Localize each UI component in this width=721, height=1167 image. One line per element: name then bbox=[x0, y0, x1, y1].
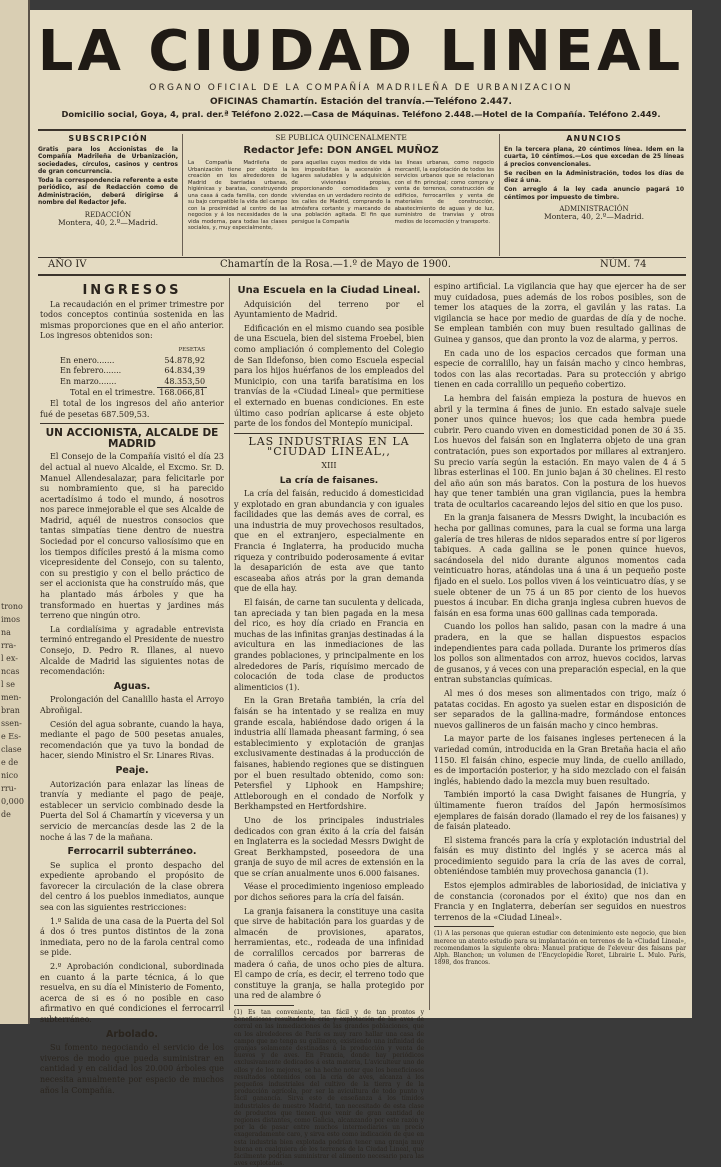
subscription-text2: Toda la correspondencia referente a este periódico, así de Redacción como de Administración, deberá dirigirse á nombre del Redactor Jefe. bbox=[38, 177, 178, 207]
issue-rule-top bbox=[38, 257, 686, 258]
ferrocarril-text2: 1.º Salida de una casa de la Puerta del Sol á dos ó tres puntos distintos de la zona inmediata, pero no de la farola central como se pide. bbox=[40, 916, 224, 958]
column-divider-1 bbox=[229, 278, 230, 1010]
ads-text: En la tercera plana, 20 céntimos línea. Idem en la cuarta, 10 céntimos.—Los que excedan de 25 líneas á precios convencionales. bbox=[504, 146, 684, 168]
col3-text2: En cada uno de los espacios cercados que forman una especie de corralillo, hay un faisán macho y cinco hembras, todos con las alas recortadas. Para su protección y abrigo tienen en cada corralillo un pequeño cobertizo. bbox=[434, 348, 686, 390]
ingresos-table bbox=[58, 345, 207, 399]
table-row: En febrero....... 64.834,39 bbox=[60, 366, 206, 376]
ads-text2: Se reciben en la Administración, todos los días de diez á una. bbox=[504, 169, 684, 185]
faisanes-text6: La granja faisanera la constituye una casita que sirve de habitación para los guardas y de almacén de provisiones, aparatos, herramientas, etc., rodeada de una infinidad de corralillos cercados por barreras de madera ó caña, de unos ocho pies de altura. El campo de cría, es decir, el terreno todo que constituye la granja, se halla protegido por una red de alambre ó bbox=[234, 906, 424, 1001]
ads-box bbox=[504, 135, 684, 221]
left-page-edge bbox=[0, 0, 30, 1024]
escuela-text: Adquisición del terreno por el Ayuntamiento de Madrid. bbox=[234, 299, 424, 320]
issue-year: AÑO IV bbox=[48, 259, 87, 270]
header-divider-left bbox=[182, 134, 183, 256]
issue-number: NÚM. 74 bbox=[600, 259, 647, 270]
ferrocarril-text3: 2.º Aprobación condicional, subordinada en cuanto á la parte técnica, á lo que resuelva, en su día el Ministerio de Fomento, acerca de si es ó no posible en caso afirmativo en qué condiciones el ferrocarril subterráneo. bbox=[40, 962, 224, 1024]
accionista-title: UN ACCIONISTA, ALCALDE DE MADRID bbox=[45, 427, 219, 450]
center-column-1: La Compañía Madrileña de Urbanización tiene por objeto la creación en los alrededores de Madrid de barriadas urbanas, higiénicas y baratas, construyendo una casa á cada familia, con donde su bajo compatible la vida del campo con la proximidad al centro de las negocios y á los necesidades de la vida moderna, para todas las clases sociales, y, muy especialmente, bbox=[188, 160, 288, 231]
ferrocarril-text: Se suplica el pronto despacho del expediente aprobando el propósito de favorecer la circulación de la clase obrera del centro á los pueblos inmediatos, aunque sea con las siguientes restricciones: bbox=[40, 860, 224, 913]
column-2 bbox=[234, 282, 424, 1167]
admin-address: Montera, 40, 2.º—Madrid. bbox=[544, 212, 644, 222]
editor-label: Redactor Jefe: DON ANGEL MUÑOZ bbox=[243, 145, 439, 156]
center-column-2: para aquellas cuyos medios de vida les imposibilitan la ascensión á lugares saludables y la adquisición de viviendas propias, proporcionando comodidades y viviendas en un verdadero recinto de los calles de Madrid, comprando la atmósfera cortante y marcando de una población agitada. El fin que persigue la Compañía bbox=[291, 160, 391, 225]
header-divider-right bbox=[499, 134, 500, 256]
faisanes-text: La cría del faisán, reducido á domesticidad y explotado en gran abundancia y con iguales facilidades que las demás aves de corral, es una industria de muy provechosos resultados, que en el extranjero, especialmente en Francia é Inglaterra, ha producido mucha riqueza y contribuido poderosamente á evitar la desaparición de esta ave que tanto escaseaba años atrás por la gran demanda que de ella hay. bbox=[234, 489, 424, 594]
column-3 bbox=[434, 282, 686, 1010]
faisanes-text2: El faisán, de carne tan suculenta y delicada, tan apreciada y tan bien pagada en la mesa del rico, es hoy día criado en Francia en muchas de las infinitas granjas destinadas á la avicultura en las inmediaciones de las grandes poblaciones, y principalmente en los alrededores de París, riquísimo mercado de colocación de toda clase de productos alimenticios (1). bbox=[234, 598, 424, 692]
masthead-title: LA CIUDAD LINEAL bbox=[37, 19, 685, 84]
col3-text6: Al mes ó dos meses son alimentados con trigo, maíz ó patatas cocidas. En agosto ya suelen estar en disposición de ser separados de la gallina-madre, formándose entonces nuevos gallineros de un faisán macho y cinco hembras. bbox=[434, 688, 686, 730]
subscription-text: Gratis para los Accionistas de la Compañía Madrileña de Urbanización, sociedades, círculos, casinos y centros de gran concurrencia. bbox=[38, 146, 178, 175]
table-row: En enero....... 54.878,92 bbox=[60, 355, 206, 365]
col3-text1: espino artificial. La vigilancia que hay que ejercer ha de ser muy cuidadosa, pues además de los robos posibles, son de temer los ataques de la zorra, el gavilán y las ratas. La vigilancia se hace por medio de guardas de día y de noche. Se emplean también con muy buen resultado gallinas de Guinea y gansos, que dan pronto la voz de alarma, y perros. bbox=[434, 282, 686, 344]
ingresos-outro: El total de los ingresos del año anterior fué de pesetas 687.509,53. bbox=[40, 398, 224, 419]
left-margin-fragments: trono imos na rra- l ex- ncas l se men- bran ssen- e Es- clase e de nico rru- 0,000 de bbox=[1, 602, 24, 819]
issue-rule-bottom bbox=[38, 274, 686, 276]
col3-text5: Cuando los pollos han salido, pasan con la madre á una pradera, en la que se hallan dispuestos espacios independientes para cada pollada. Durante los primeros días los pollos son alimentados con arroz, huevos cocidos, larvas de gusanos, y á veces con una preparación especial, en la que entran substancias químicas. bbox=[434, 622, 686, 685]
column-1 bbox=[40, 282, 224, 1095]
col3-text3: La hembra del faisán empieza la postura de huevos en abril y la termina á fines de junio. En estado salvaje suele poner unos quince huevos; los que cada hembra puede cubrir. Pero cuando viven en domesticidad ponen de 30 á 35. Los huevos del faisán son en Inglaterra objeto de una gran contratación, pues son exportados por millares al extranjero. Su precio varía según la estación. En mayo valen de 4 á 5 libras esterlinas el 100. En junio bajan á 30 chelines. El resto del año aún son más baratos. Con la postura de los huevos hay que tener también una gran vigilancia, pues la hembra trata de ocultarlos cacareando lejos del sitio en que los puso. bbox=[434, 393, 686, 509]
accionista-text: El Consejo de la Compañía visitó el día 23 del actual al nuevo Alcalde, el Excmo. Sr. D. Manuel Allendesalazar, para felicitarle por su nombramiento que, si ha parecido acertadísimo á todo el mundo, á nosotros nos parece inmejorable el que ses Alcalde de Madrid, aquél de nuestros consocios que tantas simpatías tiene dentro de nuestra Sociedad por el concurso valiosísimo que en los tiempos difíciles prestó á la misma como vicepresidente del Consejo, con su talento, con su prestigio y con el bello práctico de ser el accionista que ha construído más, que ha plantado más árboles y que ha transformado en huertas y jardines más terreno que ningún otro. bbox=[40, 452, 224, 621]
arbolado-text: Su fomento negociando el servicio de los viveros de modo que pueda suministrar en cantidad y en calidad los 20.000 árboles que necesita anualmente por espacio de muchos años la Compañía. bbox=[40, 1043, 224, 1095]
col3-text4: En la granja faisanera de Messrs Dwight, la incubación es hecha por gallinas comunes, para la cual se forma una larga galería de tres hileras de nidos separados entre sí por ligeros tabiques. A cada gallina se le ponen quince huevos, sacándosela del nido durante algunos momentos cada veinticuatro horas, atándolas una á una á un pequeño poste fijado en el suelo. Los pollos viven á los veinticuatro días, y se suele obtener de un 75 á un 85 por ciento de los huevos puestos á incubar. En dicha granja inglesa cubren huevos de faisán en esa forma unas 600 gallinas cada temporada. bbox=[434, 513, 686, 618]
peaje-title: Peaje. bbox=[115, 764, 149, 776]
footnote-col2: (1) Es tan conveniente, tan fácil y de tan prontos y beneficiosos resultados la cría y explotación de las aves de corral en las inmediaciones de las grandes poblaciones, que en los alrededores de París es muy raro hallar una casa de campo que no tenga su gallinero, existiendo una infinidad de granjas solamente destinadas á la producción y venta de huevos y de aves. En Francia, donde hay periódicos exclusivamente dedicados á esta materia, L'aviculteur uno de ellos y de los mejores, se ha hecho notar que los beneficiosos resultados obtenidos con la cría de aves, alcanza á los pequeños industriales del cultivo de la tierra y de la producción agrícola, por ser la avicultura de todo punto y fácil ganancia. Sirva esto de enseñanza á los tímidos industriales de nuestro Madrid, tan necesitado de esta clase de productos que tienen que venir de gran cantidad de regiones distantes, como Galicia, alcanzando por este razón y por la de pasar entre muchos intermediarios un precio exageradamente caro, y sirva esto como indicación de que en esta industria bien explotada podrían tener una granja muy buena en cualquiera de los terrenos de la Ciudad Lineal, que fácilmente podrían suministrar el alimento necesario para las aves explotadas. bbox=[234, 1009, 424, 1167]
accionista-text2: La cordialísima y agradable entrevista terminó entregando el Presidente de nuestro Consejo, D. Pedro R. Illanes, al nuevo Alcalde de Madrid las siguientes notas de recomendación: bbox=[40, 624, 224, 677]
ads-heading: ANUNCIOS bbox=[566, 134, 622, 143]
col3-text10: Estos ejemplos admirables de laboriosidad, de iniciativa y de constancia (coronados por el éxito) que nos dan en Francia y en Inglaterra, deberían ser seguidos en nuestros terrenos de la «Ciudad Lineal». bbox=[434, 881, 686, 922]
ferrocarril-title: Ferrocarril subterráneo. bbox=[67, 846, 197, 858]
footnote-col3: (1) A las personas que quieran estudiar con detenimiento este negocio, que bien merece un atento estudio para su implantación en terrenos de la «Ciudad Lineal», recomendamos la siguiente obra: Manuel pratique de l'eleveur des faisans par Alph. Blanchon; un volumen de l'Encyclopédie Roret, Librairie L. Mulo. París, 1898, dos francos. bbox=[434, 930, 686, 967]
faisanes-title: La cría de faisanes. bbox=[279, 475, 379, 486]
subscription-heading: SUBSCRIPCIÓN bbox=[68, 134, 148, 143]
center-column-3: las líneas urbanas, como negocio mercantil, la explotación de todos los servicios urbanos que se relacionan con el fin principal; como compra y venta de terrenos, construcción de edificios, ferrocarriles y venta de materiales de construcción, abastecimiento de aguas y de luz, suministro de tranvías y otros medios de locomoción y transporte. bbox=[394, 160, 494, 225]
faisanes-text3: En la Gran Bretaña también, la cría del faisán se ha intentado y se realiza en muy grande escala, habiéndose dado origen á la industria allí llamada pheasant farming, ó sea establecimiento y explotación de granjas exclusivamente destinadas á la producción de faisanes, habiendo regiones que se distinguen por el buen resultado obtenido, como son: Petersfiel y Liphook en Hampshire; Attleborough en el condado de Norfolk y Berkhampsted en Hertfordshire. bbox=[234, 696, 424, 812]
aguas-text2: Cesión del agua sobrante, cuando la haya, mediante el pago de 500 pesetas anuales, recomendación que ya tuvo la bondad de hacer, siendo Ministro el Sr. Linares Rivas. bbox=[40, 719, 224, 761]
aguas-text: Prolongación del Canalillo hasta el Arroyo Abroñigal. bbox=[40, 695, 224, 715]
table-total-row: Total en el trimestre. 168.066,81 bbox=[70, 388, 206, 398]
ads-text3: Con arreglo á la ley cada anuncio pagará 10 céntimos por impuesto de timbre. bbox=[504, 186, 684, 201]
frequency-label: SE PUBLICA QUINCENALMENTE bbox=[275, 133, 407, 142]
faisanes-text4: Uno de los principales industriales dedicados con gran éxito á la cría del faisán en Inglaterra es la sociedad Messrs Dwight de Great Berkhampsted, poseedora de una granja de suyo de mil acres de extensión en la que se crían anualmente unos 6.000 faisanes. bbox=[234, 815, 424, 878]
ingresos-title: INGRESOS bbox=[82, 283, 182, 298]
escuela-text2: Edificación en el mismo cuando sea posible de una Escuela, bien del sistema Froebel, bien como ampliación ó complemento del Colegio de San Ildefonso, bien como Escuela especial para los hijos huérfanos de los empleados del Municipio, con una tarifa baratísima en los tranvías de la «Ciudad Lineal» que permitiese el externado en buenas condiciones. En este último caso podrían aplicarse á este objeto parte de los fondos del Montepío municipal. bbox=[234, 323, 424, 429]
col3-text9: El sistema francés para la cría y explotación industrial del faisán es muy distinto del inglés y se acerca más al procedimiento seguido para la cría de las aves de corral, obteniéndose también muy provechosa ganancia (1). bbox=[434, 835, 686, 877]
industrias-number: XIII bbox=[321, 460, 337, 470]
offices-line: OFICINAS Chamartín. Estación del tranvía.—Teléfono 2.447. bbox=[210, 97, 512, 107]
redaccion-label: REDACCIÓN bbox=[84, 211, 132, 220]
escuela-title: Una Escuela en la Ciudad Lineal. bbox=[237, 285, 421, 296]
admin-label: ADMINISTRACIÓN bbox=[559, 205, 629, 214]
newspaper-page bbox=[30, 10, 692, 1167]
col3-text7: La mayor parte de los faisanes ingleses pertenecen á la variedad común, introducida en la Gran Bretaña hacia el año 1150. El faisán chino, especie muy linda, de cuello anillado, es de importación posterior, y ha sido mezclado con el faisán inglés, habiendo dado la mezcla muy buen resultado. bbox=[434, 734, 686, 786]
header-rule bbox=[38, 129, 686, 131]
addresses-line: Domicilio social, Goya, 4, pral. der.ª Teléfono 2.022.—Casa de Máquinas. Teléfono 2.448.—Hotel de la Compañía. Teléfono 2.449. bbox=[61, 109, 661, 119]
masthead-subtitle: ORGANO OFICIAL DE LA COMPAÑÍA MADRILEÑA DE URBANIZACION bbox=[149, 83, 573, 93]
arbolado-title: Arbolado. bbox=[106, 1028, 158, 1040]
column-divider-2 bbox=[429, 278, 430, 1010]
center-box bbox=[188, 134, 494, 232]
table-row: En marzo....... 48.353,50 bbox=[60, 376, 206, 386]
peaje-text: Autorización para enlazar las líneas de tranvía y mediante el pago de peaje, establecer un servicio combinado desde la Puerta del Sol á Chamartín y viceversa y un servicio de mercancías desde las 2 de la noche á las 7 de la mañana. bbox=[40, 779, 224, 842]
aguas-title: Aguas. bbox=[113, 680, 151, 692]
industrias-title: LAS INDUSTRIAS EN LA "CIUDAD LINEAL,, bbox=[248, 434, 410, 459]
faisanes-text5: Véase el procedimiento ingenioso empleado por dichos señores para la cría del faisán. bbox=[234, 882, 424, 903]
subscription-box bbox=[38, 135, 178, 227]
issue-date: Chamartín de la Rosa.—1.º de Mayo de 1900. bbox=[220, 259, 451, 270]
redaccion-address: Montera, 40, 2.º—Madrid. bbox=[58, 218, 158, 228]
pesetas-header: PESETAS bbox=[178, 346, 206, 353]
ingresos-intro: La recaudación en el primer trimestre por todos conceptos continúa sostenida en las mismas proporciones que en el año anterior. Los ingresos obtenidos son: bbox=[40, 299, 224, 341]
col3-text8: También importó la casa Dwight faisanes de Hungría, y últimamente fueron traídos del Japón hermosísimos ejemplares de faisán dorado (llamado el rey de los faisanes) y de faisán plateado. bbox=[434, 790, 686, 832]
